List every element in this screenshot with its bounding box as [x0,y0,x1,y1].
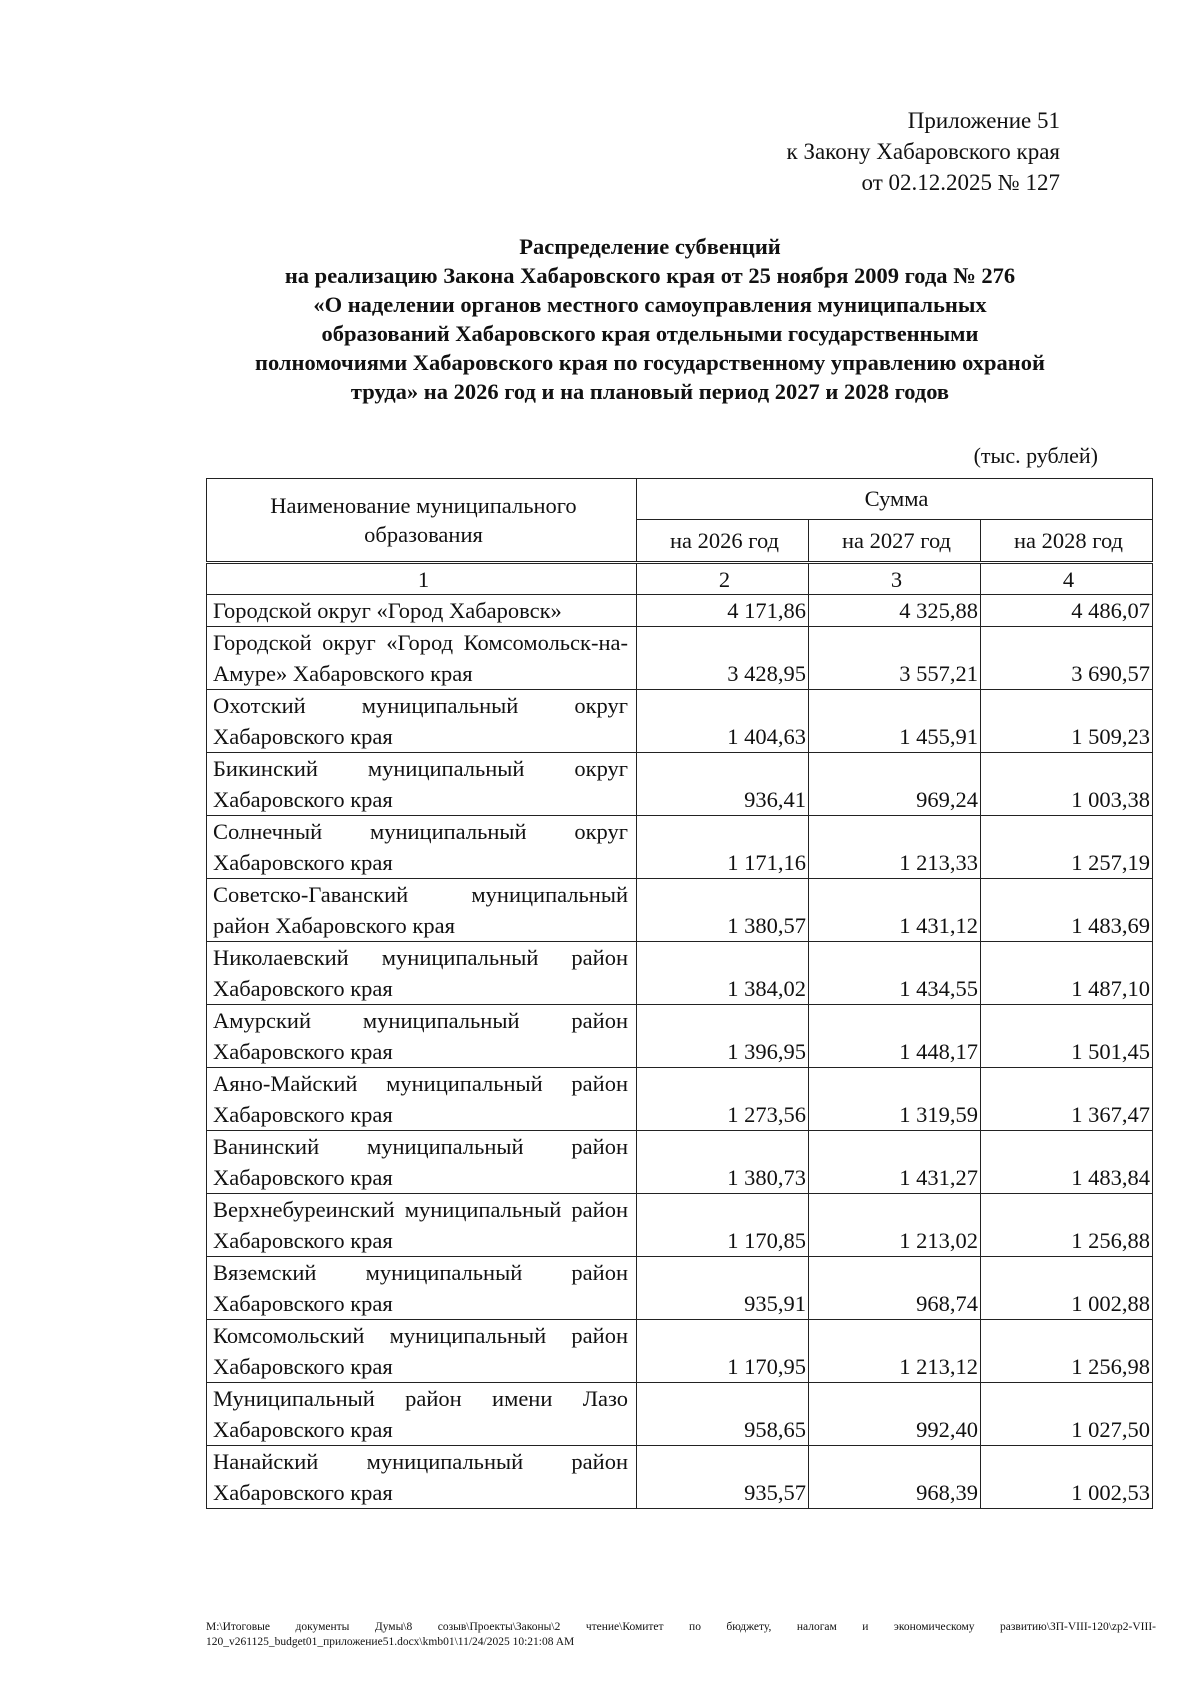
amount-2028: 1 256,88 [981,1194,1153,1257]
table-row [207,753,1153,816]
table-row [207,1446,1153,1509]
amount-2028: 1 367,47 [981,1068,1153,1131]
amount-2027: 1 319,59 [809,1068,981,1131]
table-row [207,1131,1153,1194]
table-row [207,1257,1153,1320]
amount-2028: 1 483,69 [981,879,1153,942]
amount-2028: 1 509,23 [981,690,1153,753]
amount-2026: 4 171,86 [637,595,809,627]
amount-2027: 968,74 [809,1257,981,1320]
amount-2027: 1 431,27 [809,1131,981,1194]
amount-2027: 4 325,88 [809,595,981,627]
amount-2026: 1 380,57 [637,879,809,942]
column-number: 3 [809,563,981,595]
column-number: 1 [207,563,637,595]
appendix-law-reference: к Закону Хабаровского края [786,139,1060,164]
title-line: на реализацию Закона Хабаровского края от 25 ноября 2009 года № 276 [284,263,1016,288]
amount-2026: 958,65 [637,1383,809,1446]
municipality-name: Верхнебуреинский муниципальный район Хабаровского края [207,1194,637,1257]
municipality-name: Ванинский муниципальный район Хабаровского края [207,1131,637,1194]
amount-2026: 3 428,95 [637,627,809,690]
municipality-name: Аяно-Майский муниципальный район Хабаровского края [207,1068,637,1131]
amount-2026: 1 396,95 [637,1005,809,1068]
municipality-name: Муниципальный район имени Лазо Хабаровского края [207,1383,637,1446]
table-row [207,1194,1153,1257]
amount-2027: 1 455,91 [809,690,981,753]
table-row [207,1005,1153,1068]
header-sum: Сумма [637,479,1153,520]
amount-2027: 1 213,02 [809,1194,981,1257]
municipality-name: Комсомольский муниципальный район Хабаровского края [207,1320,637,1383]
amount-2028: 1 257,19 [981,816,1153,879]
amount-2027: 969,24 [809,753,981,816]
amount-2027: 968,39 [809,1446,981,1509]
amount-2027: 1 431,12 [809,879,981,942]
table-row [207,816,1153,879]
table-row [207,942,1153,1005]
amount-2028: 1 501,45 [981,1005,1153,1068]
amount-2026: 1 171,16 [637,816,809,879]
title-line: полномочиями Хабаровского края по государственному управлению охраной [255,350,1045,375]
table-row [207,1383,1153,1446]
amount-2027: 1 213,12 [809,1320,981,1383]
header-year-2027: на 2027 год [809,520,981,563]
column-number: 4 [981,563,1153,595]
appendix-law-date: от 02.12.2025 № 127 [861,170,1060,195]
amount-2028: 1 256,98 [981,1320,1153,1383]
column-number-row [207,563,1153,595]
municipality-name: Городской округ «Город Комсомольск-на-Амуре» Хабаровского края [207,627,637,690]
subventions-table [206,478,1153,1509]
amount-2028: 4 486,07 [981,595,1153,627]
amount-2028: 1 483,84 [981,1131,1153,1194]
file-path-footer: M:\Итоговые документы Думы\8 созыв\Проекты\Законы\2 чтение\Комитет по бюджету, налогам и экономическому развитию\ЗП-VIII-120\zp2-VIII-120_v261125_budget01_приложение51.docx\kmb01\11/24/2025 10:21:08 AM [206,1621,1156,1648]
municipality-name: Бикинский муниципальный округ Хабаровского края [207,753,637,816]
header-year-2028: на 2028 год [981,520,1153,563]
table-row [207,627,1153,690]
amount-2027: 1 213,33 [809,816,981,879]
amount-2028: 1 002,53 [981,1446,1153,1509]
amount-2028: 1 003,38 [981,753,1153,816]
table-row [207,1068,1153,1131]
amount-2026: 936,41 [637,753,809,816]
municipality-name: Нанайский муниципальный район Хабаровского края [207,1446,637,1509]
table-row [207,595,1153,627]
units-label: (тыс. рублей) [973,443,1098,468]
amount-2026: 1 170,95 [637,1320,809,1383]
municipality-name: Вяземский муниципальный район Хабаровского края [207,1257,637,1320]
title-line: Распределение субвенций [519,234,781,259]
amount-2027: 3 557,21 [809,627,981,690]
appendix-header [787,105,1060,198]
amount-2026: 1 380,73 [637,1131,809,1194]
title-line: «О наделении органов местного самоуправления муниципальных [313,292,987,317]
table-row [207,879,1153,942]
title-line: труда» на 2026 год и на плановый период 2027 и 2028 годов [350,379,950,404]
header-municipality: Наименование муниципального образования [207,479,637,563]
amount-2028: 3 690,57 [981,627,1153,690]
amount-2026: 935,91 [637,1257,809,1320]
municipality-name: Николаевский муниципальный район Хабаровского края [207,942,637,1005]
amount-2026: 1 170,85 [637,1194,809,1257]
municipality-name: Амурский муниципальный район Хабаровского края [207,1005,637,1068]
column-number: 2 [637,563,809,595]
title-line: образований Хабаровского края отдельными государственными [321,321,979,346]
appendix-number: Приложение 51 [907,108,1060,133]
amount-2026: 1 404,63 [637,690,809,753]
amount-2027: 1 434,55 [809,942,981,1005]
amount-2027: 1 448,17 [809,1005,981,1068]
amount-2028: 1 487,10 [981,942,1153,1005]
municipality-name: Солнечный муниципальный округ Хабаровского края [207,816,637,879]
municipality-name: Охотский муниципальный округ Хабаровского края [207,690,637,753]
amount-2026: 1 273,56 [637,1068,809,1131]
amount-2028: 1 027,50 [981,1383,1153,1446]
table-body [207,595,1153,1509]
municipality-name: Городской округ «Город Хабаровск» [207,595,637,627]
table-row [207,1320,1153,1383]
table-row [207,690,1153,753]
municipality-name: Советско-Гаванский муниципальный район Хабаровского края [207,879,637,942]
amount-2026: 935,57 [637,1446,809,1509]
amount-2028: 1 002,88 [981,1257,1153,1320]
header-year-2026: на 2026 год [637,520,809,563]
amount-2026: 1 384,02 [637,942,809,1005]
document-title [150,232,1150,406]
amount-2027: 992,40 [809,1383,981,1446]
